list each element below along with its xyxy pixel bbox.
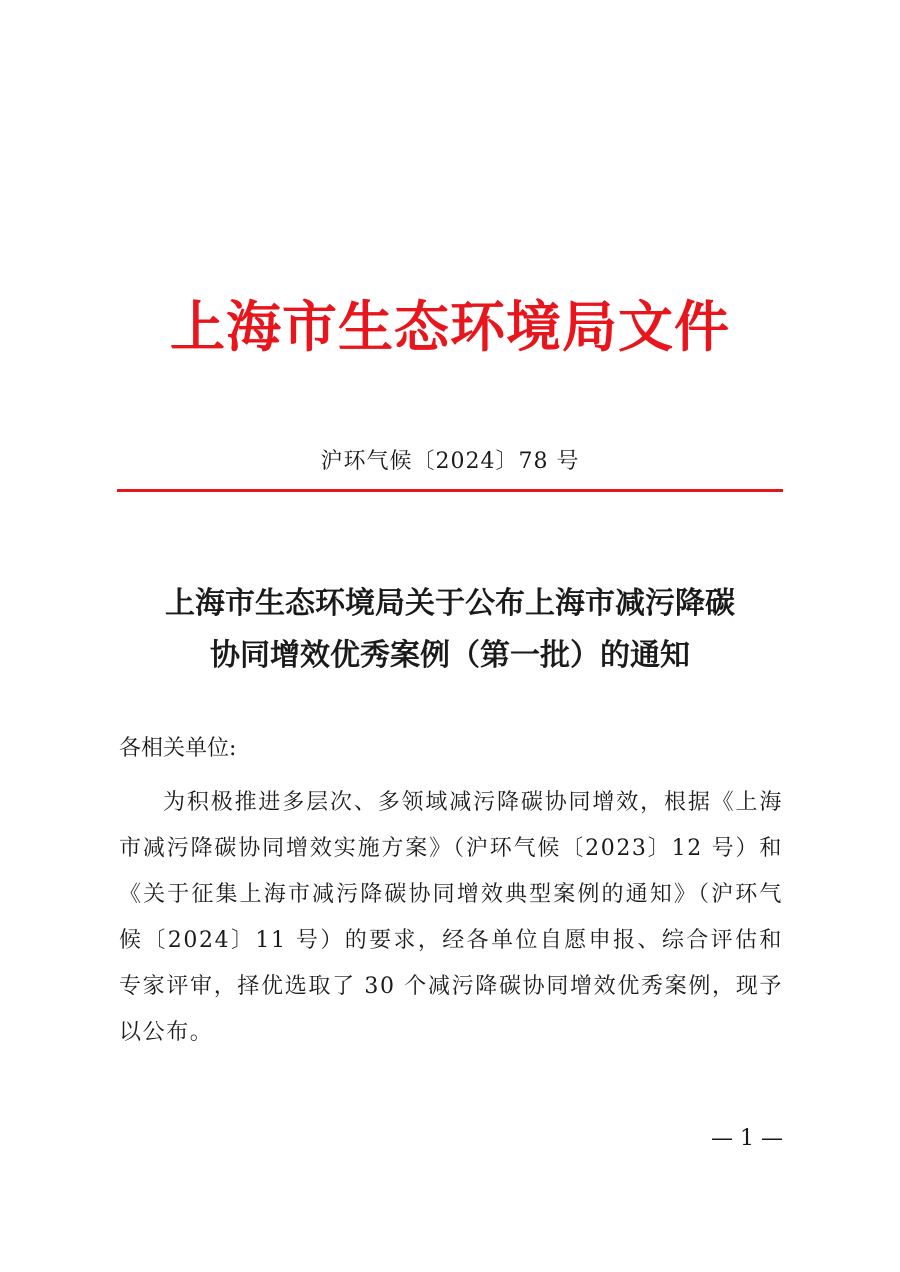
document-title-line-2: 协同增效优秀案例（第一批）的通知 [210,638,690,673]
salutation: 各相关单位: [119,736,237,761]
body-paragraph: 为积极推进多层次、多领域减污降碳协同增效，根据《上海市减污降碳协同增效实施方案》（沪环气候〔2023〕12 号）和《关于征集上海市减污降碳协同增效典型案例的通知》（沪环气候〔2024〕11 号）的要求，经各单位自愿申报、综合评估和专家评审，择优选取了 30 个减污降碳协同增效优秀案例，现予以公布。 [119,790,783,1045]
document-number: 沪环气候〔2024〕78 号 [320,449,580,474]
document-title [0,578,900,682]
red-divider-line [117,489,783,492]
page-number: — 1 — [711,1126,783,1151]
masthead-title: 上海市生态环境局文件 [169,294,730,359]
document-title-line-1: 上海市生态环境局关于公布上海市减污降碳 [165,586,735,621]
